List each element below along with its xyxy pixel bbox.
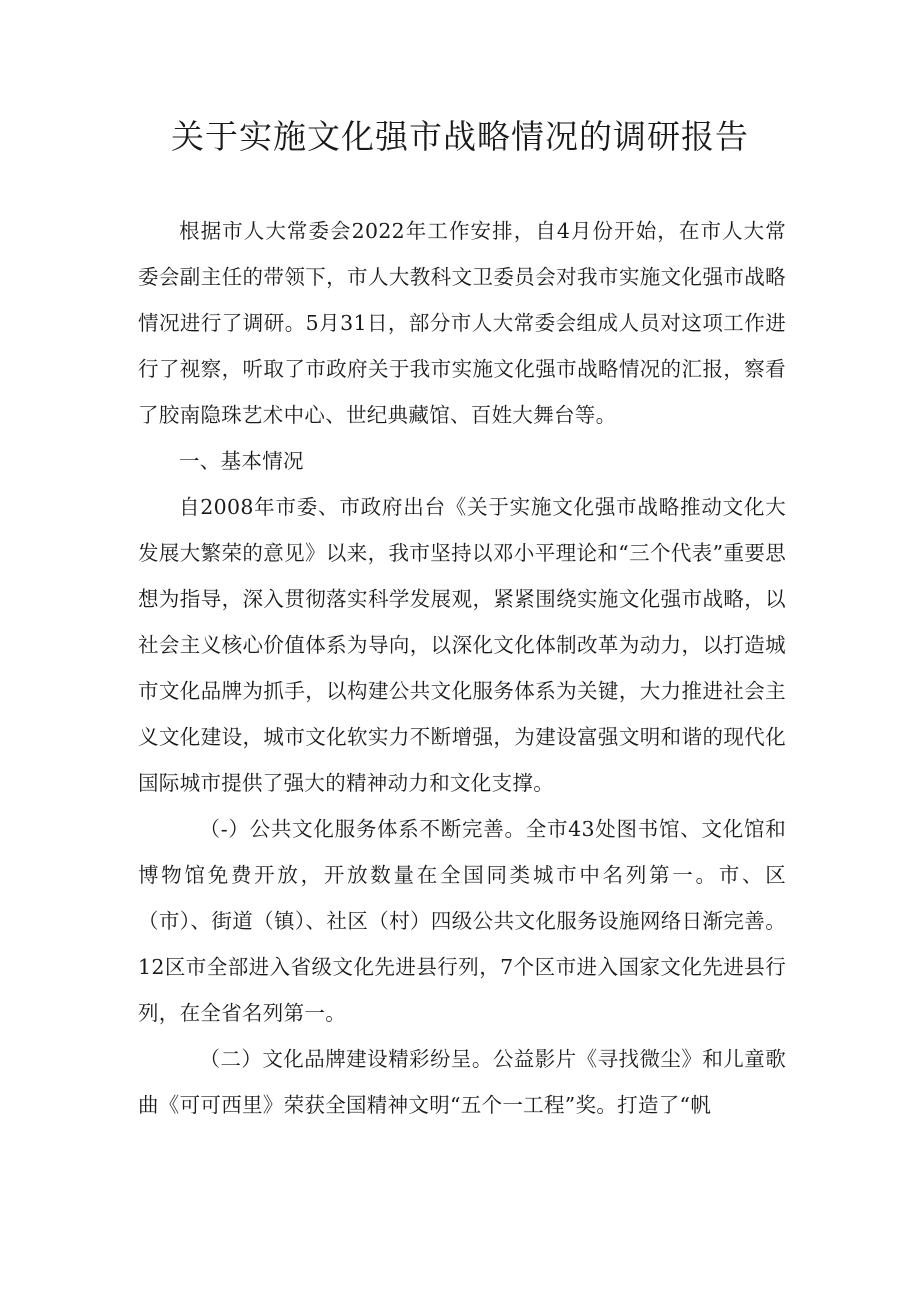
document-title: 关于实施文化强市战略情况的调研报告 bbox=[171, 117, 749, 156]
brand-building-paragraph: （二）文化品牌建设精彩纷呈。公益影片《寻找微尘》和儿童歌曲《可可西里》荣获全国精神文明“五个一工程”奖。打造了“帆 bbox=[138, 1047, 786, 1117]
public-service-paragraph: （-）公共文化服务体系不断完善。全市43处图书馆、文化馆和博物馆免费开放，开放数量在全国同类城市中名列第一。市、区（市）、街道（镇）、社区（村）四级公共文化服务设施网络日渐完善。12区市全部进入省级文化先进县行列，7个区市进入国家文化先进县行列，在全省名列第一。 bbox=[138, 817, 786, 1025]
overview-paragraph: 自2008年市委、市政府出台《关于实施文化强市战略推动文化大发展大繁荣的意见》以来，我市坚持以邓小平理论和“三个代表”重要思想为指导，深入贯彻落实科学发展观，紧紧围绕实施文化强市战略，以社会主义核心价值体系为导向，以深化文化体制改革为动力，以打造城市文化品牌为抓手，以构建公共文化服务体系为关键，大力推进社会主义文化建设，城市文化软实力不断增强，为建设富强文明和谐的现代化国际城市提供了强大的精神动力和文化支撑。 bbox=[138, 495, 786, 795]
intro-paragraph: 根据市人大常委会2022年工作安排，自4月份开始，在市人大常委会副主任的带领下，市人大教科文卫委员会对我市实施文化强市战略情况进行了调研。5月31日，部分市人大常委会组成人员对这项工作进行了视察，听取了市政府关于我市实施文化强市战略情况的汇报，察看了胶南隐珠艺术中心、世纪典藏馆、百姓大舞台等。 bbox=[138, 219, 786, 427]
document-body bbox=[138, 208, 786, 1128]
section-heading-basic-situation: 一、基本情况 bbox=[179, 449, 304, 473]
